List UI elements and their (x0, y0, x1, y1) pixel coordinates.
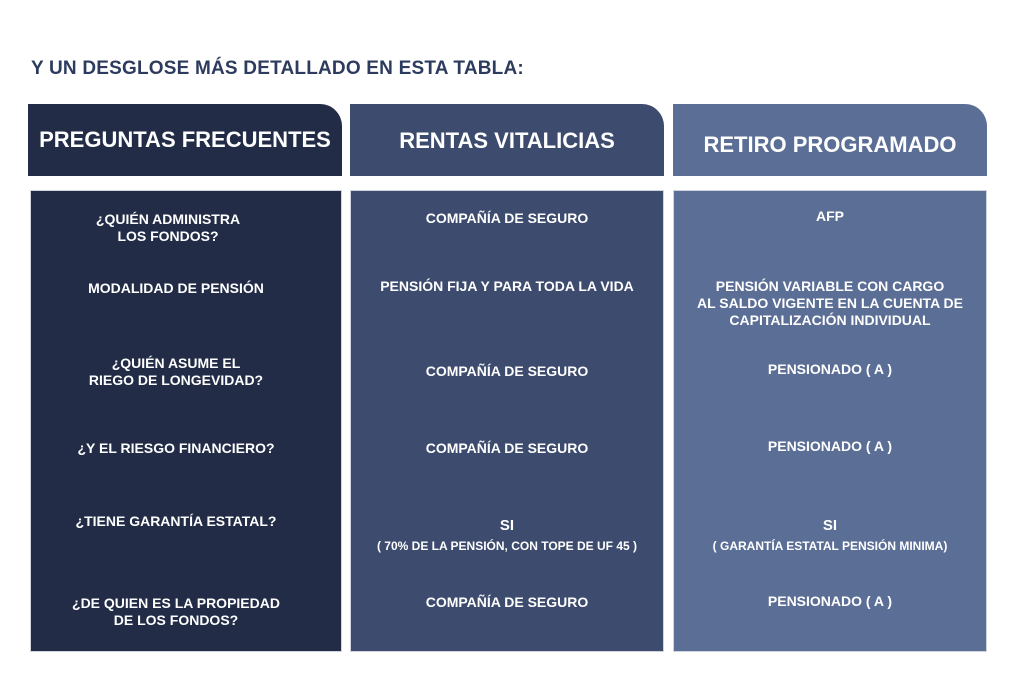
questions-column (30, 190, 342, 652)
rentas-vitalicias-column (350, 190, 664, 652)
question-cell: ¿QUIÉN ADMINISTRA LOS FONDOS? (95, 211, 241, 244)
question-cell: ¿TIENE GARANTÍA ESTATAL? (75, 513, 277, 529)
retiro-cell: PENSIONADO ( A ) (767, 361, 893, 377)
rentas-cell: COMPAÑÍA DE SEGURO (425, 210, 589, 226)
rentas-cell: COMPAÑÍA DE SEGURO (425, 440, 589, 456)
rentas-cell-guarantee (351, 500, 663, 571)
rentas-guarantee-detail: ( 70% DE LA PENSIÓN, CON TOPE DE UF 45 ) (376, 539, 638, 553)
retiro-cell: PENSIÓN VARIABLE CON CARGO AL SALDO VIGENTE EN LA CUENTA DE CAPITALIZACIÓN INDIVIDUAL (696, 278, 963, 328)
retiro-guarantee-detail: ( GARANTÍA ESTATAL PENSIÓN MINIMA) (712, 539, 948, 553)
question-cell: ¿Y EL RIESGO FINANCIERO? (77, 440, 275, 456)
header-preguntas-frecuentes: PREGUNTAS FRECUENTES (28, 104, 342, 176)
rentas-cell: COMPAÑÍA DE SEGURO (425, 363, 589, 379)
page-heading: Y UN DESGLOSE MÁS DETALLADO EN ESTA TABLA: (31, 58, 524, 79)
retiro-programado-column (673, 190, 987, 652)
retiro-cell: PENSIONADO ( A ) (767, 438, 893, 454)
question-cell: ¿DE QUIEN ES LA PROPIEDAD DE LOS FONDOS? (72, 595, 280, 628)
retiro-cell-guarantee (674, 500, 986, 571)
retiro-cell: AFP (816, 208, 844, 224)
retiro-guarantee-value: SI (822, 517, 838, 534)
question-cell: MODALIDAD DE PENSIÓN (88, 280, 264, 296)
question-cell: ¿QUIÉN ASUME EL RIEGO DE LONGEVIDAD? (88, 355, 264, 388)
header-rentas-vitalicias: RENTAS VITALICIAS (350, 104, 664, 176)
rentas-cell: COMPAÑÍA DE SEGURO (425, 594, 589, 610)
rentas-guarantee-value: SI (499, 517, 515, 534)
retiro-cell: PENSIONADO ( A ) (767, 593, 893, 609)
rentas-cell: PENSIÓN FIJA Y PARA TODA LA VIDA (380, 278, 634, 294)
header-retiro-programado: RETIRO PROGRAMADO (673, 104, 987, 176)
